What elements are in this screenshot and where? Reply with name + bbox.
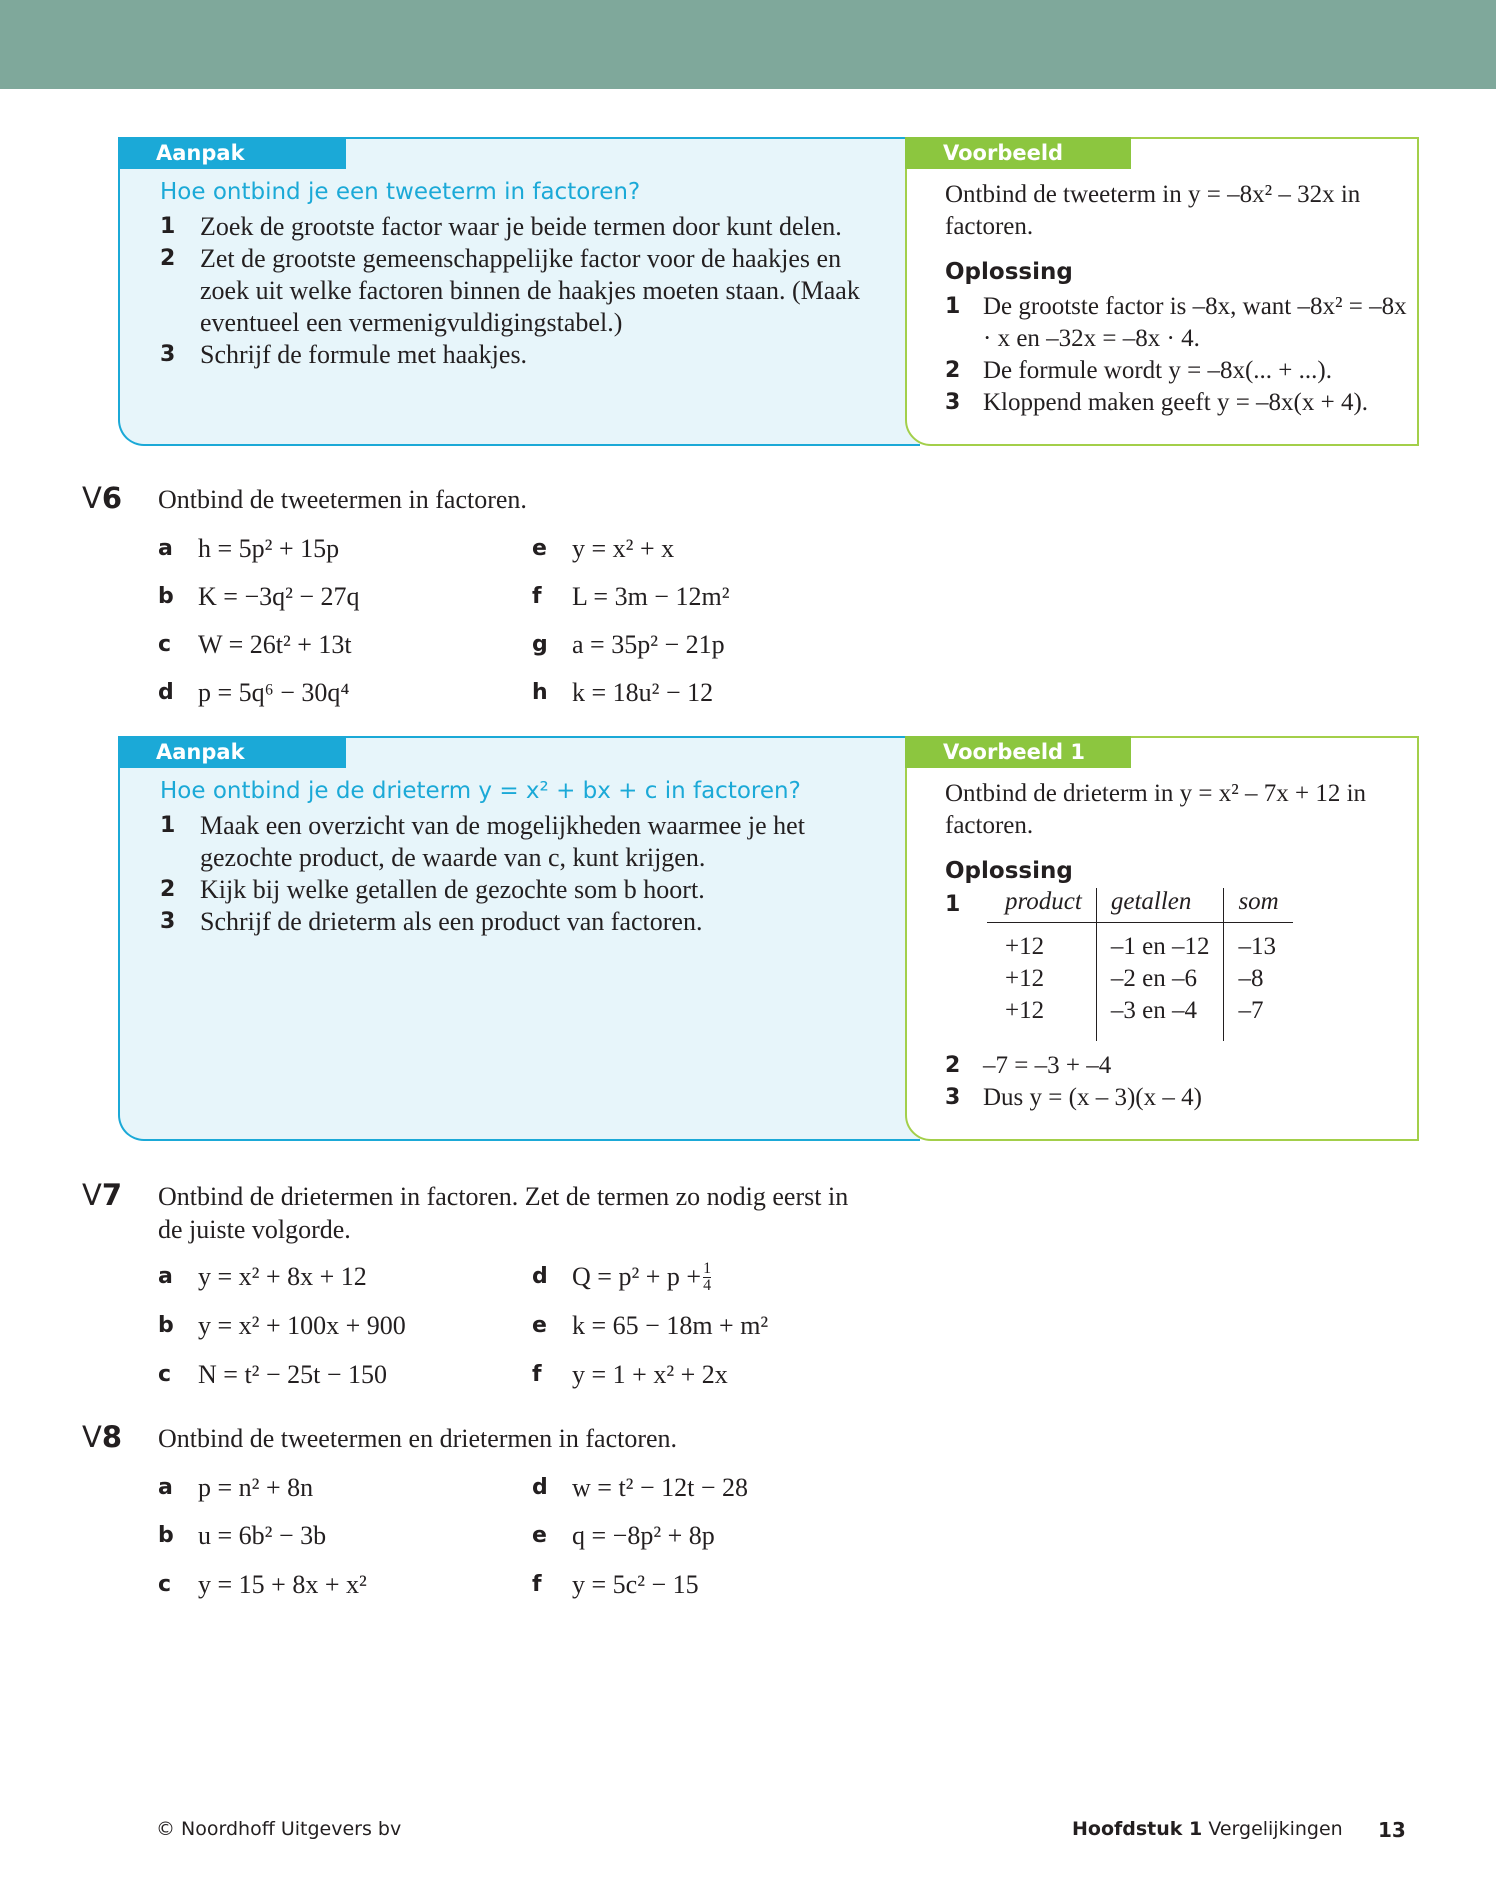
oplossing-step-number: 1 bbox=[945, 892, 961, 917]
oplossing-steps bbox=[945, 1050, 1415, 1114]
voorbeeld-intro: Ontbind de drieterm in y = x² – 7x + 12 in factoren. bbox=[945, 780, 1367, 839]
oplossing-steps bbox=[945, 291, 1415, 419]
table-header: product bbox=[987, 888, 1096, 923]
table-row: +12 –2 en –6 –8 bbox=[987, 963, 1293, 995]
oplossing-step: 3 Dus y = (x – 3)(x – 4) bbox=[945, 1084, 1202, 1111]
page-number: 13 bbox=[1378, 1818, 1406, 1842]
aanpak-step: 3 Schrijf de drieterm als een product van factoren. bbox=[160, 907, 703, 936]
oplossing-step: 2 De formule wordt y = –8x(... + ...). bbox=[945, 357, 1332, 384]
exercise-item: g a = 35p² − 21p bbox=[532, 630, 725, 659]
exercise-item: d p = 5q⁶ − 30q⁴ bbox=[158, 678, 350, 707]
aanpak-box-drieterm bbox=[118, 736, 920, 1141]
exercise-item: d w = t² − 12t − 28 bbox=[532, 1473, 749, 1502]
aanpak-steps bbox=[160, 810, 890, 938]
table-row: +12 –3 en –4 –7 bbox=[987, 995, 1293, 1041]
voorbeeld-box-drieterm bbox=[905, 736, 1419, 1141]
oplossing-step: 1 De grootste factor is –8x, want –8x² = –8x · x en –32x = –8x · 4. bbox=[945, 293, 1407, 352]
oplossing-label: Oplossing bbox=[945, 858, 1073, 884]
footer-publisher: © Noordhoff Uitgevers bv bbox=[156, 1818, 402, 1840]
exercise-number-v7: V7 bbox=[82, 1178, 123, 1212]
exercise-item: e y = x² + x bbox=[532, 534, 675, 563]
exercise-instruction-v6: Ontbind de tweetermen in factoren. bbox=[158, 485, 527, 514]
exercise-item: a p = n² + 8n bbox=[158, 1473, 314, 1502]
exercise-number-v8: V8 bbox=[82, 1420, 123, 1454]
exercise-instruction-v7: Ontbind de drietermen in factoren. Zet de termen zo nodig eerst in de juiste volgorde. bbox=[158, 1182, 849, 1244]
fraction: $\frac{1}{4}$ bbox=[703, 1260, 712, 1294]
oplossing-label: Oplossing bbox=[945, 259, 1073, 285]
voorbeeld-label: Voorbeeld 1 bbox=[905, 736, 1131, 768]
aanpak-step: 2 Zet de grootste gemeenschappelijke factor voor de haakjes en zoek uit welke factoren binnen de haakjes moeten staan. (Maak eventueel een vermenigvuldigingstabel.) bbox=[160, 244, 860, 337]
aanpak-title: Hoe ontbind je een tweeterm in factoren? bbox=[160, 179, 641, 205]
aanpak-step: 2 Kijk bij welke getallen de gezochte som b hoort. bbox=[160, 875, 705, 904]
exercise-item: e q = −8p² + 8p bbox=[532, 1521, 715, 1550]
exercise-item: f L = 3m − 12m² bbox=[532, 582, 730, 611]
aanpak-label: Aanpak bbox=[118, 137, 346, 169]
voorbeeld-intro: Ontbind de tweeterm in y = –8x² – 32x in factoren. bbox=[945, 181, 1361, 240]
table-header: getallen bbox=[1096, 888, 1224, 923]
aanpak-step: 3 Schrijf de formule met haakjes. bbox=[160, 340, 528, 369]
exercise-item: b y = x² + 100x + 900 bbox=[158, 1311, 406, 1340]
exercise-item: c y = 15 + 8x + x² bbox=[158, 1570, 367, 1599]
table-header: som bbox=[1224, 888, 1293, 923]
exercise-instruction-v8: Ontbind de tweetermen en drietermen in factoren. bbox=[158, 1424, 678, 1453]
exercise-number-v6: V6 bbox=[82, 481, 123, 515]
exercise-item: h k = 18u² − 12 bbox=[532, 678, 714, 707]
exercise-item: f y = 1 + x² + 2x bbox=[532, 1360, 728, 1389]
aanpak-step: 1 Maak een overzicht van de mogelijkheden waarmee je het gezochte product, de waarde van c, kunt krijgen. bbox=[160, 811, 805, 872]
exercise-item: e k = 65 − 18m + m² bbox=[532, 1311, 769, 1340]
exercise-item: f y = 5c² − 15 bbox=[532, 1570, 699, 1599]
exercise-item: c N = t² − 25t − 150 bbox=[158, 1360, 388, 1389]
exercise-item: c W = 26t² + 13t bbox=[158, 630, 352, 659]
exercise-item: d Q = p² + p + $\frac{1}{4}$ bbox=[532, 1260, 712, 1294]
exercise-item: a h = 5p² + 15p bbox=[158, 534, 340, 563]
exercise-item: b K = −3q² − 27q bbox=[158, 582, 360, 611]
voorbeeld-label: Voorbeeld bbox=[905, 137, 1131, 169]
oplossing-step: 2 –7 = –3 + –4 bbox=[945, 1052, 1112, 1079]
header-bar bbox=[0, 0, 1496, 89]
aanpak-title: Hoe ontbind je de drieterm y = x² + bx + c in factoren? bbox=[160, 778, 801, 804]
exercise-item: a y = x² + 8x + 12 bbox=[158, 1262, 367, 1291]
aanpak-label: Aanpak bbox=[118, 736, 346, 768]
table-row: +12 –1 en –12 –13 bbox=[987, 923, 1293, 964]
aanpak-steps bbox=[160, 211, 890, 371]
exercise-item: b u = 6b² − 3b bbox=[158, 1521, 327, 1550]
product-table bbox=[987, 888, 1293, 1041]
aanpak-step: 1 Zoek de grootste factor waar je beide termen door kunt delen. bbox=[160, 212, 842, 241]
oplossing-step: 3 Kloppend maken geeft y = –8x(x + 4). bbox=[945, 389, 1369, 416]
voorbeeld-box-tweeterm bbox=[905, 137, 1419, 446]
aanpak-box-tweeterm bbox=[118, 137, 920, 446]
footer-chapter: Hoofdstuk 1 Vergelijkingen bbox=[1072, 1818, 1343, 1840]
